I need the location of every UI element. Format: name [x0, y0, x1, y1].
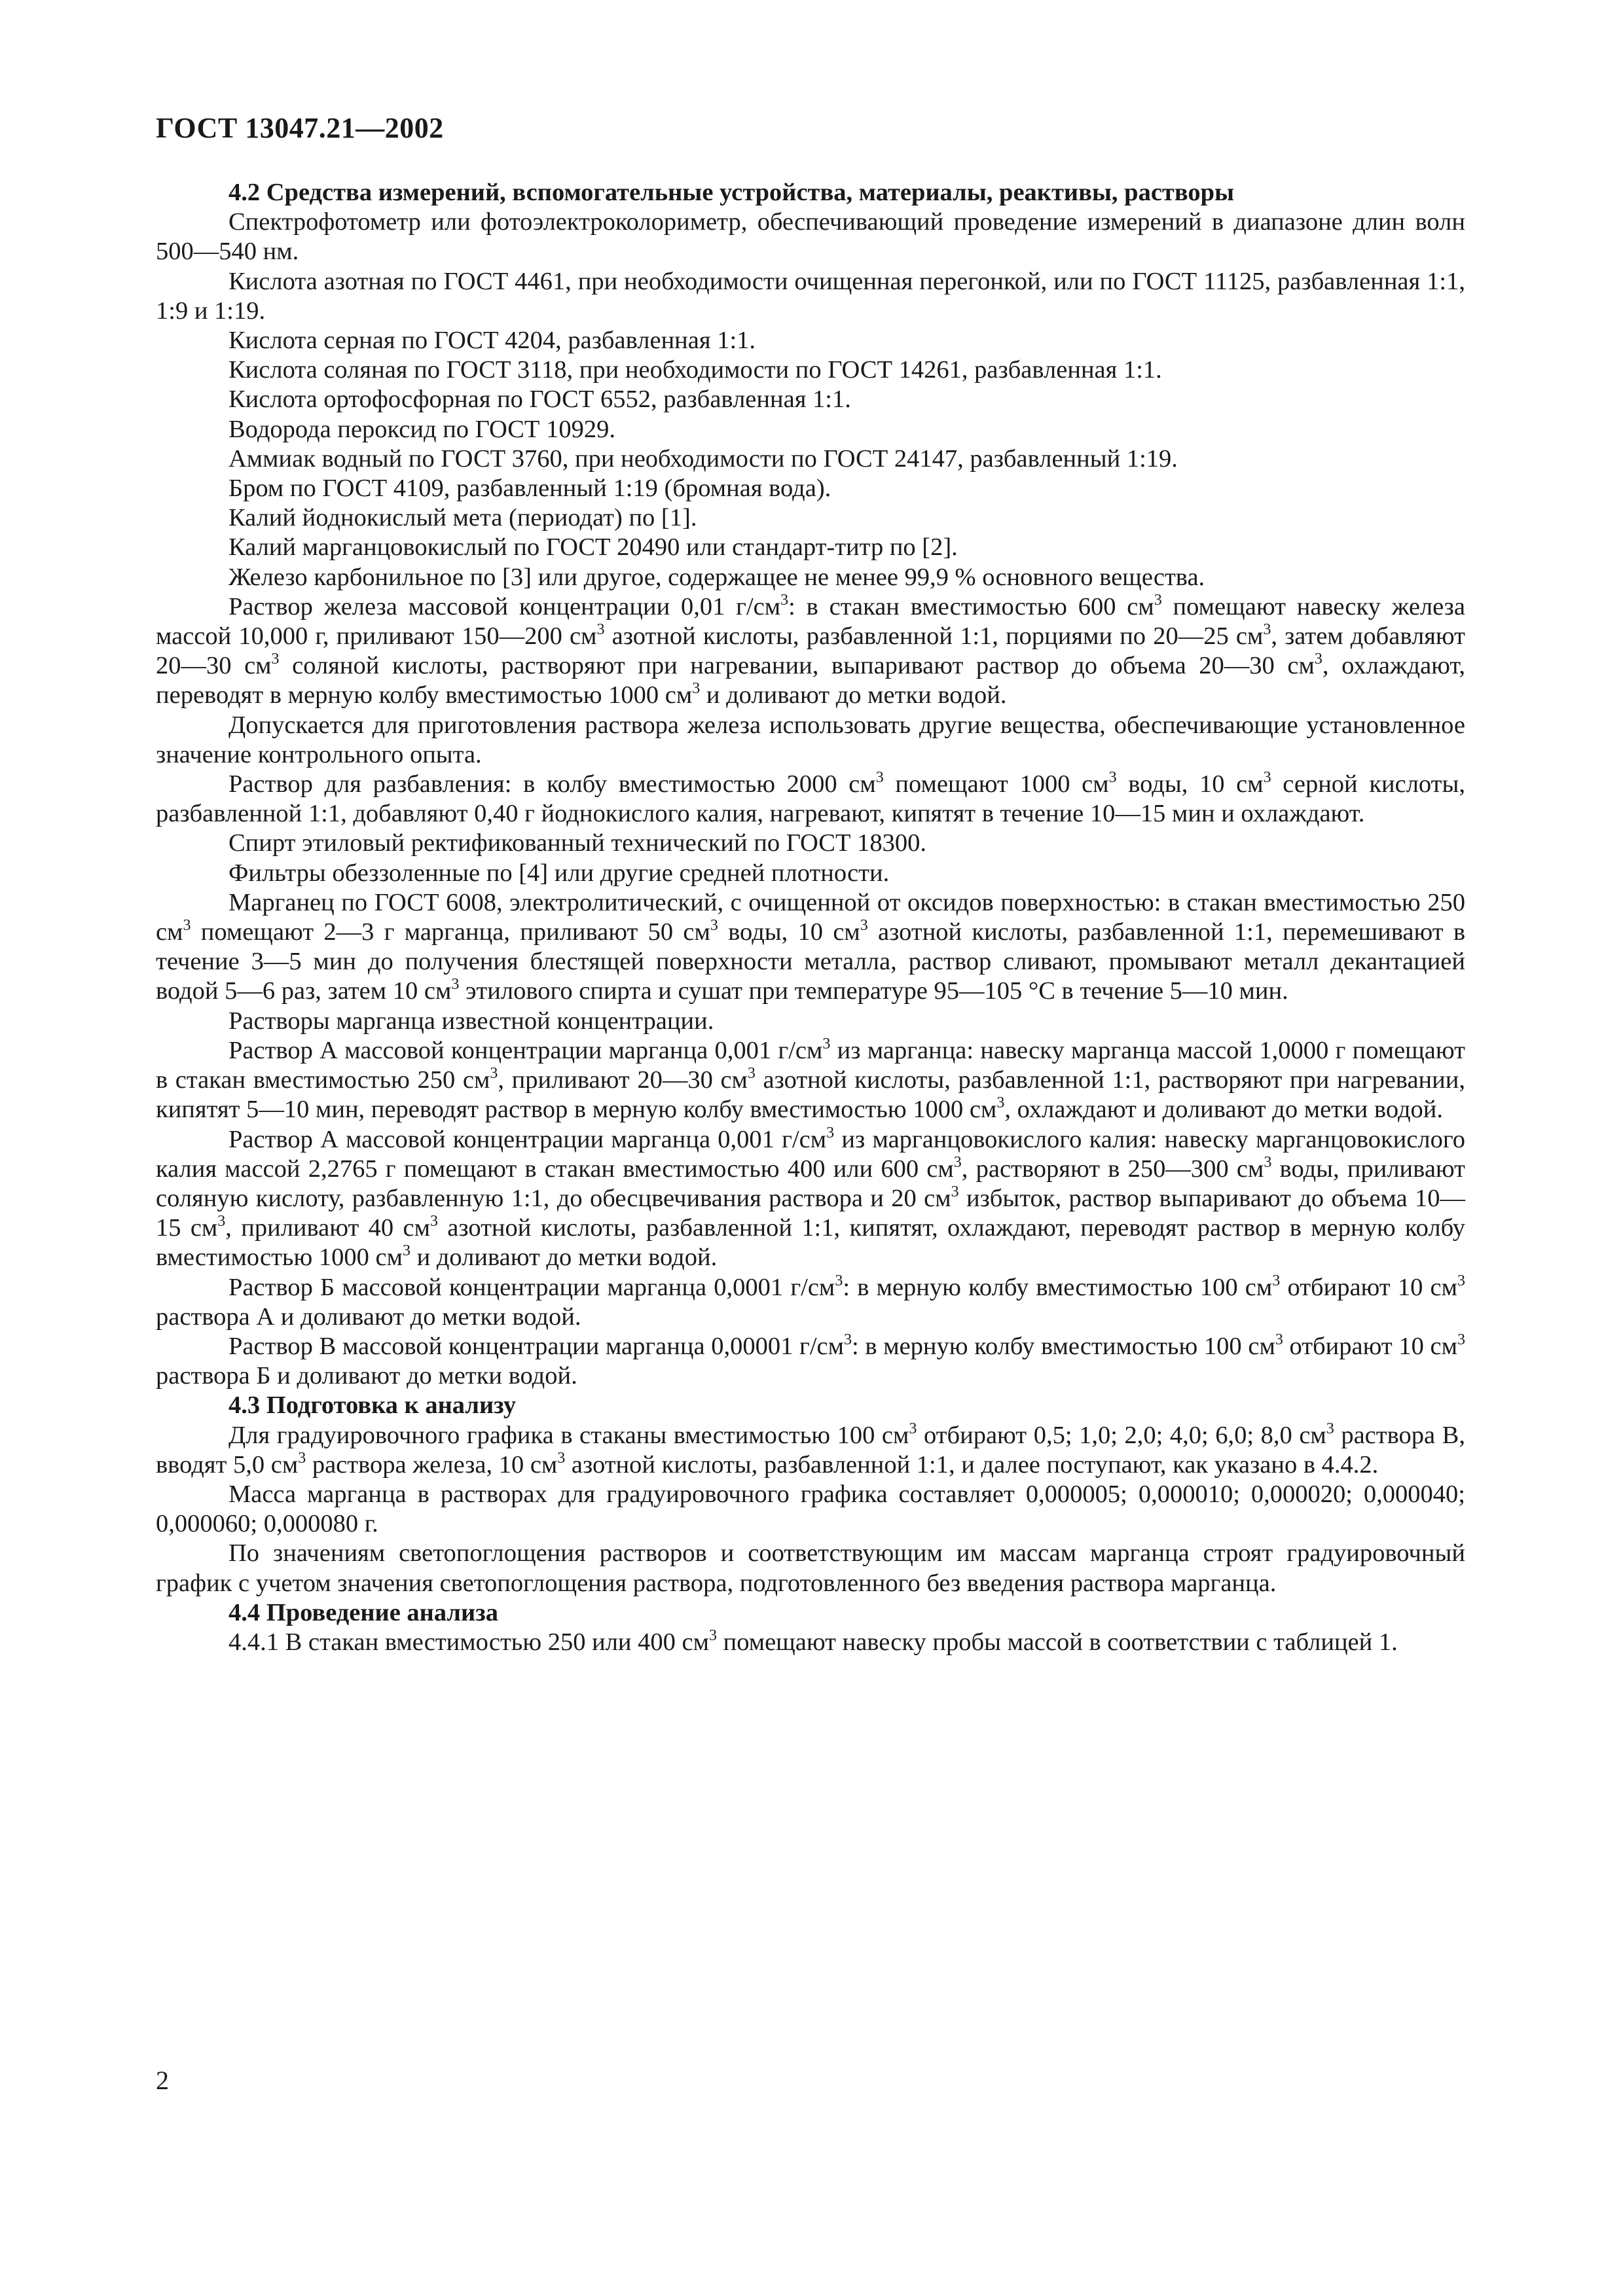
- section-4-4-heading: 4.4 Проведение анализа: [228, 1598, 498, 1626]
- paragraph: Спирт этиловый ректификованный технический по ГОСТ 18300.: [228, 829, 926, 857]
- paragraph: Бром по ГОСТ 4109, разбавленный 1:19 (бромная вода).: [228, 475, 831, 503]
- paragraph-solution-a-permanganate: Раствор А массовой концентрации марганца 0,001 $г/см^3$ из марганцовокислого калия: навеску марганцовокислого калия массой 2,2765 г помещают в стакан вместимостью 400 или 600 $см^3$, растворяют в 250—300 $см^3$ воды, приливают соляную кислоту, разбавленную 1:1, до обесцвечивания раствора и 20 $см^3$ избыток, раствор выпаривают до объема 10—15 $см^3$, приливают 40 $см^3$ азотной кислоты, разбавленной 1:1, кипятят, охлаждают, переводят раствор в мерную колбу вместимостью 1000 $см^3$ и доливают до метки водой.: [156, 1124, 1465, 1272]
- paragraph-4-4-1: 4.4.1 В стакан вместимостью 250 или 400 $см^3$ помещают навеску пробы массой в соответствии с таблицей 1.: [228, 1626, 1398, 1656]
- paragraph: Кислота ортофосфорная по ГОСТ 6552, разбавленная 1:1.: [228, 386, 851, 414]
- paragraph-calibration: Для градуировочного графика в стаканы вместимостью 100 $см^3$ отбирают 0,5; 1,0; 2,0; 4,0; 6,0; 8,0 $см^3$ раствора В, вводят 5,0 $см^3$ раствора железа, 10 $см^3$ азотной кислоты, разбавленной 1:1, и далее поступают, как указано в 4.4.2.: [156, 1420, 1465, 1479]
- paragraph: Аммиак водный по ГОСТ 3760, при необходимости по ГОСТ 24147, разбавленный 1:19.: [228, 444, 1178, 473]
- paragraph: Кислота соляная по ГОСТ 3118, при необходимости по ГОСТ 14261, разбавленная 1:1.: [228, 356, 1162, 384]
- paragraph-solution-v: Раствор В массовой концентрации марганца 0,00001 $г/см^3$: в мерную колбу вместимостью 100 $см^3$ отбирают 10 $см^3$ раствора Б и доливают до метки водой.: [156, 1331, 1465, 1390]
- paragraph: Растворы марганца известной концентрации.: [228, 1007, 714, 1035]
- paragraph: Фильтры обеззоленные по [4] или другие средней плотности.: [228, 859, 890, 887]
- document-body: [156, 178, 1465, 1657]
- paragraph-manganese: Марганец по ГОСТ 6008, электролитический, с очищенной от оксидов поверхностью: в стакан вместимостью 250 $см^3$ помещают 2—3 г марганца, приливают 50 $см^3$ воды, 10 $см^3$ азотной кислоты, разбавленной 1:1, перемешивают в течение 3—5 мин до получения блестящей поверхности металла, раствор сливают, промывают металл декантацией водой 5—6 раз, затем 10 $см^3$ этилового спирта и сушат при температуре 95—105 °С в течение 5—10 мин.: [156, 888, 1466, 1005]
- paragraph-solution-a-manganese: Раствор А массовой концентрации марганца 0,001 $г/см^3$ из марганца: навеску марганца массой 1,0000 г помещают в стакан вместимостью 250 $см^3$, приливают 20—30 $см^3$ азотной кислоты, разбавленной 1:1, растворяют при нагревании, кипятят 5—10 мин, переводят раствор в мерную колбу вместимостью 1000 $см^3$, охлаждают и доливают до метки водой.: [156, 1035, 1465, 1124]
- paragraph: Кислота азотная по ГОСТ 4461, при необходимости очищенная перегонкой, или по ГОСТ 11125, разбавленная 1:1, 1:9 и 1:19.: [156, 267, 1465, 325]
- paragraph: По значениям светопоглощения растворов и соответствующим им массам марганца строят градуировочный график с учетом значения светопоглощения раствора, подготовленного без введения раствора марганца.: [156, 1539, 1465, 1597]
- paragraph: Железо карбонильное по [3] или другое, содержащее не менее 99,9 % основного вещества.: [228, 563, 1205, 591]
- paragraph-dilution-solution: Раствор для разбавления: в колбу вместимостью 2000 $см^3$ помещают 1000 $см^3$ воды, 10 $см^3$ серной кислоты, разбавленной 1:1, добавляют 0,40 г йоднокислого калия, нагревают, кипятят в течение 10—15 мин и охлаждают.: [156, 769, 1465, 828]
- document-code-header: ГОСТ 13047.21—2002: [156, 112, 444, 144]
- section-4-2-heading: 4.2 Средства измерений, вспомогательные устройства, материалы, реактивы, растворы: [228, 179, 1235, 206]
- section-4-3-heading: 4.3 Подготовка к анализу: [228, 1391, 517, 1420]
- paragraph: Кислота серная по ГОСТ 4204, разбавленная 1:1.: [228, 327, 756, 355]
- paragraph-iron-solution: Раствор железа массовой концентрации 0,01 $г/см^3$: в стакан вместимостью 600 $см^3$ помещают навеску железа массой 10,000 г, приливают 150—200 $см^3$ азотной кислоты, разбавленной 1:1, порциями по 20—25 $см^3$, затем добавляют 20—30 $см^3$ соляной кислоты, растворяют при нагревании, выпаривают раствор до объема 20—30 $см^3$, охлаждают, переводят в мерную колбу вместимостью 1000 $см^3$ и доливают до метки водой.: [156, 591, 1465, 709]
- paragraph: Масса марганца в растворах для градуировочного графика составляет 0,000005; 0,000010; 0,000020; 0,000040; 0,000060; 0,000080 г.: [156, 1480, 1465, 1538]
- paragraph: Допускается для приготовления раствора железа использовать другие вещества, обеспечивающие установленное значение контрольного опыта.: [156, 711, 1465, 768]
- paragraph: Калий марганцовокислый по ГОСТ 20490 или стандарт-титр по [2].: [228, 533, 958, 562]
- page-number: 2: [156, 2066, 169, 2095]
- paragraph-solution-b: Раствор Б массовой концентрации марганца 0,0001 $г/см^3$: в мерную колбу вместимостью 100 $см^3$ отбирают 10 $см^3$ раствора А и доливают до метки водой.: [156, 1272, 1465, 1331]
- paragraph: Калий йоднокислый мета (периодат) по [1].: [228, 504, 697, 532]
- paragraph: Спектрофотометр или фотоэлектроколориметр, обеспечивающий проведение измерений в диапазоне длин волн 500—540 нм.: [156, 208, 1465, 266]
- paragraph: Водорода пероксид по ГОСТ 10929.: [228, 415, 615, 443]
